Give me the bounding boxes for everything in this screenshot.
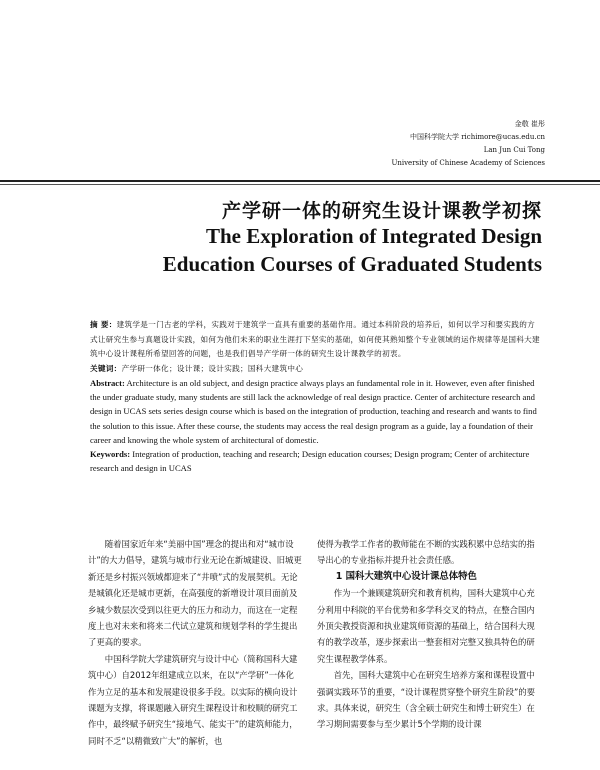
author-affiliation-en: University of Chinese Academy of Sciences xyxy=(391,159,545,167)
abstract-cn xyxy=(90,318,540,362)
abstract-en-text: Architecture is an old subject, and design practice always plays an fundamental role in it. However, even after finished the under graduate study, many students are still lack the acknowledge of real design practice. Center of architecture research and design in UCAS sets series design course which is based on the integration of production, teaching and research and wants to find the solution to this issue. After these course, the students may access the real design program as a guide, lay a foundation of their career and knowing the whole system of architectural of domestic. xyxy=(90,378,537,445)
author-affiliation-cn: 中国科学院大学 richimore@ucas.edu.cn xyxy=(409,133,545,141)
body-right-column xyxy=(317,536,539,733)
keywords-cn-text: 产学研一体化；设计课；设计实践；国科大建筑中心 xyxy=(121,363,304,373)
author-block xyxy=(391,118,545,170)
abstract-cn-text: 建筑学是一门古老的学科，实践对于建筑学一直具有重要的基础作用。通过本科阶段的培养后，如何以学习和要实践的方式让研究生参与真题设计实践，如何为他们未来的职业生涯打下坚实的基础，如何使其熟知整个专业领域的运作规律等是国科大建筑中心设计课程所希望回答的问题，也是我们倡导产学研一体的研究生设计课教学的初衷。 xyxy=(90,320,540,358)
author-names-cn: 金敬 崔彤 xyxy=(514,120,545,128)
body-paragraph: 作为一个兼顾建筑研究和教育机构，国科大建筑中心充分利用中科院的平台优势和多学科交叉的特点，在整合国内外顶尖教授资源和执业建筑师资源的基础上，结合国科大现有的教学改革，逐步探索出一整套相对完整又独具特色的研究生课程教学体系。 xyxy=(317,588,535,664)
title-english-line1: The Exploration of Integrated Design xyxy=(206,224,542,248)
abstract-en-label: Abstract: xyxy=(90,378,125,388)
author-names-en: Lan Jun Cui Tong xyxy=(483,146,545,154)
body-left-column xyxy=(88,536,302,749)
header-rule-thin xyxy=(0,184,600,185)
abstract-section xyxy=(90,318,540,475)
body-paragraph: 首先，国科大建筑中心在研究生培养方案和课程设置中强调实践环节的重要，“设计课程贯穿整个研究生阶段”的要求。具体来说，研究生（含全硕士研究生和博士研究生）在学习期间需要参与至少累计5个学期的设计课 xyxy=(317,670,536,730)
abstract-en xyxy=(90,376,540,447)
section-heading: 1 国科大建筑中心设计课总体特色 xyxy=(335,570,477,582)
body-paragraph: 随着国家近年来“美丽中国”理念的提出和对“城市设计”的大力倡导，建筑与城市行业无论在新城建设、旧城更新还是乡村振兴领域都迎来了“井喷”式的发展契机。无论是城镇化还是城市更新，在高强度的新增设计项目面前及乡城少数层次受到以往更大的压力和动力，而这在一定程度上也对未来和将来二代试立建筑和规划学科的学生提出了更高的要求。 xyxy=(88,539,302,648)
title-chinese: 产学研一体的研究生设计课教学初探 xyxy=(221,200,542,222)
keywords-cn xyxy=(90,362,540,377)
keywords-en-text: Integration of production, teaching and research; Design education courses; Design program; Center of architecture research and design in UCAS xyxy=(90,449,530,474)
body-paragraph: 中国科学院大学建筑研究与设计中心（简称国科大建筑中心）自2012年组建成立以来，在以“产学研”一体化作为立足的基本和发展建设很多手段。以实际的横向设计课题为支撑，将课题融入研究生课程设计和校顺的研究工作中，最终赋予研究生“接地气、能实干”的建筑师能力，同时不乏“以精微致广大”的解析，也 xyxy=(88,653,298,746)
abstract-cn-label: 摘 要： xyxy=(90,320,117,329)
keywords-cn-label: 关键词： xyxy=(90,363,122,373)
title-english-line2: Education Courses of Graduated Students xyxy=(162,252,542,276)
keywords-en xyxy=(90,447,540,475)
keywords-en-label: Keywords: xyxy=(90,449,131,460)
header-rule xyxy=(0,180,600,182)
body-paragraph-continued: 使得为教学工作者的教师能在不断的实践积累中总结实的指导出心的专业指标并提升社会责任感。 xyxy=(317,539,535,566)
